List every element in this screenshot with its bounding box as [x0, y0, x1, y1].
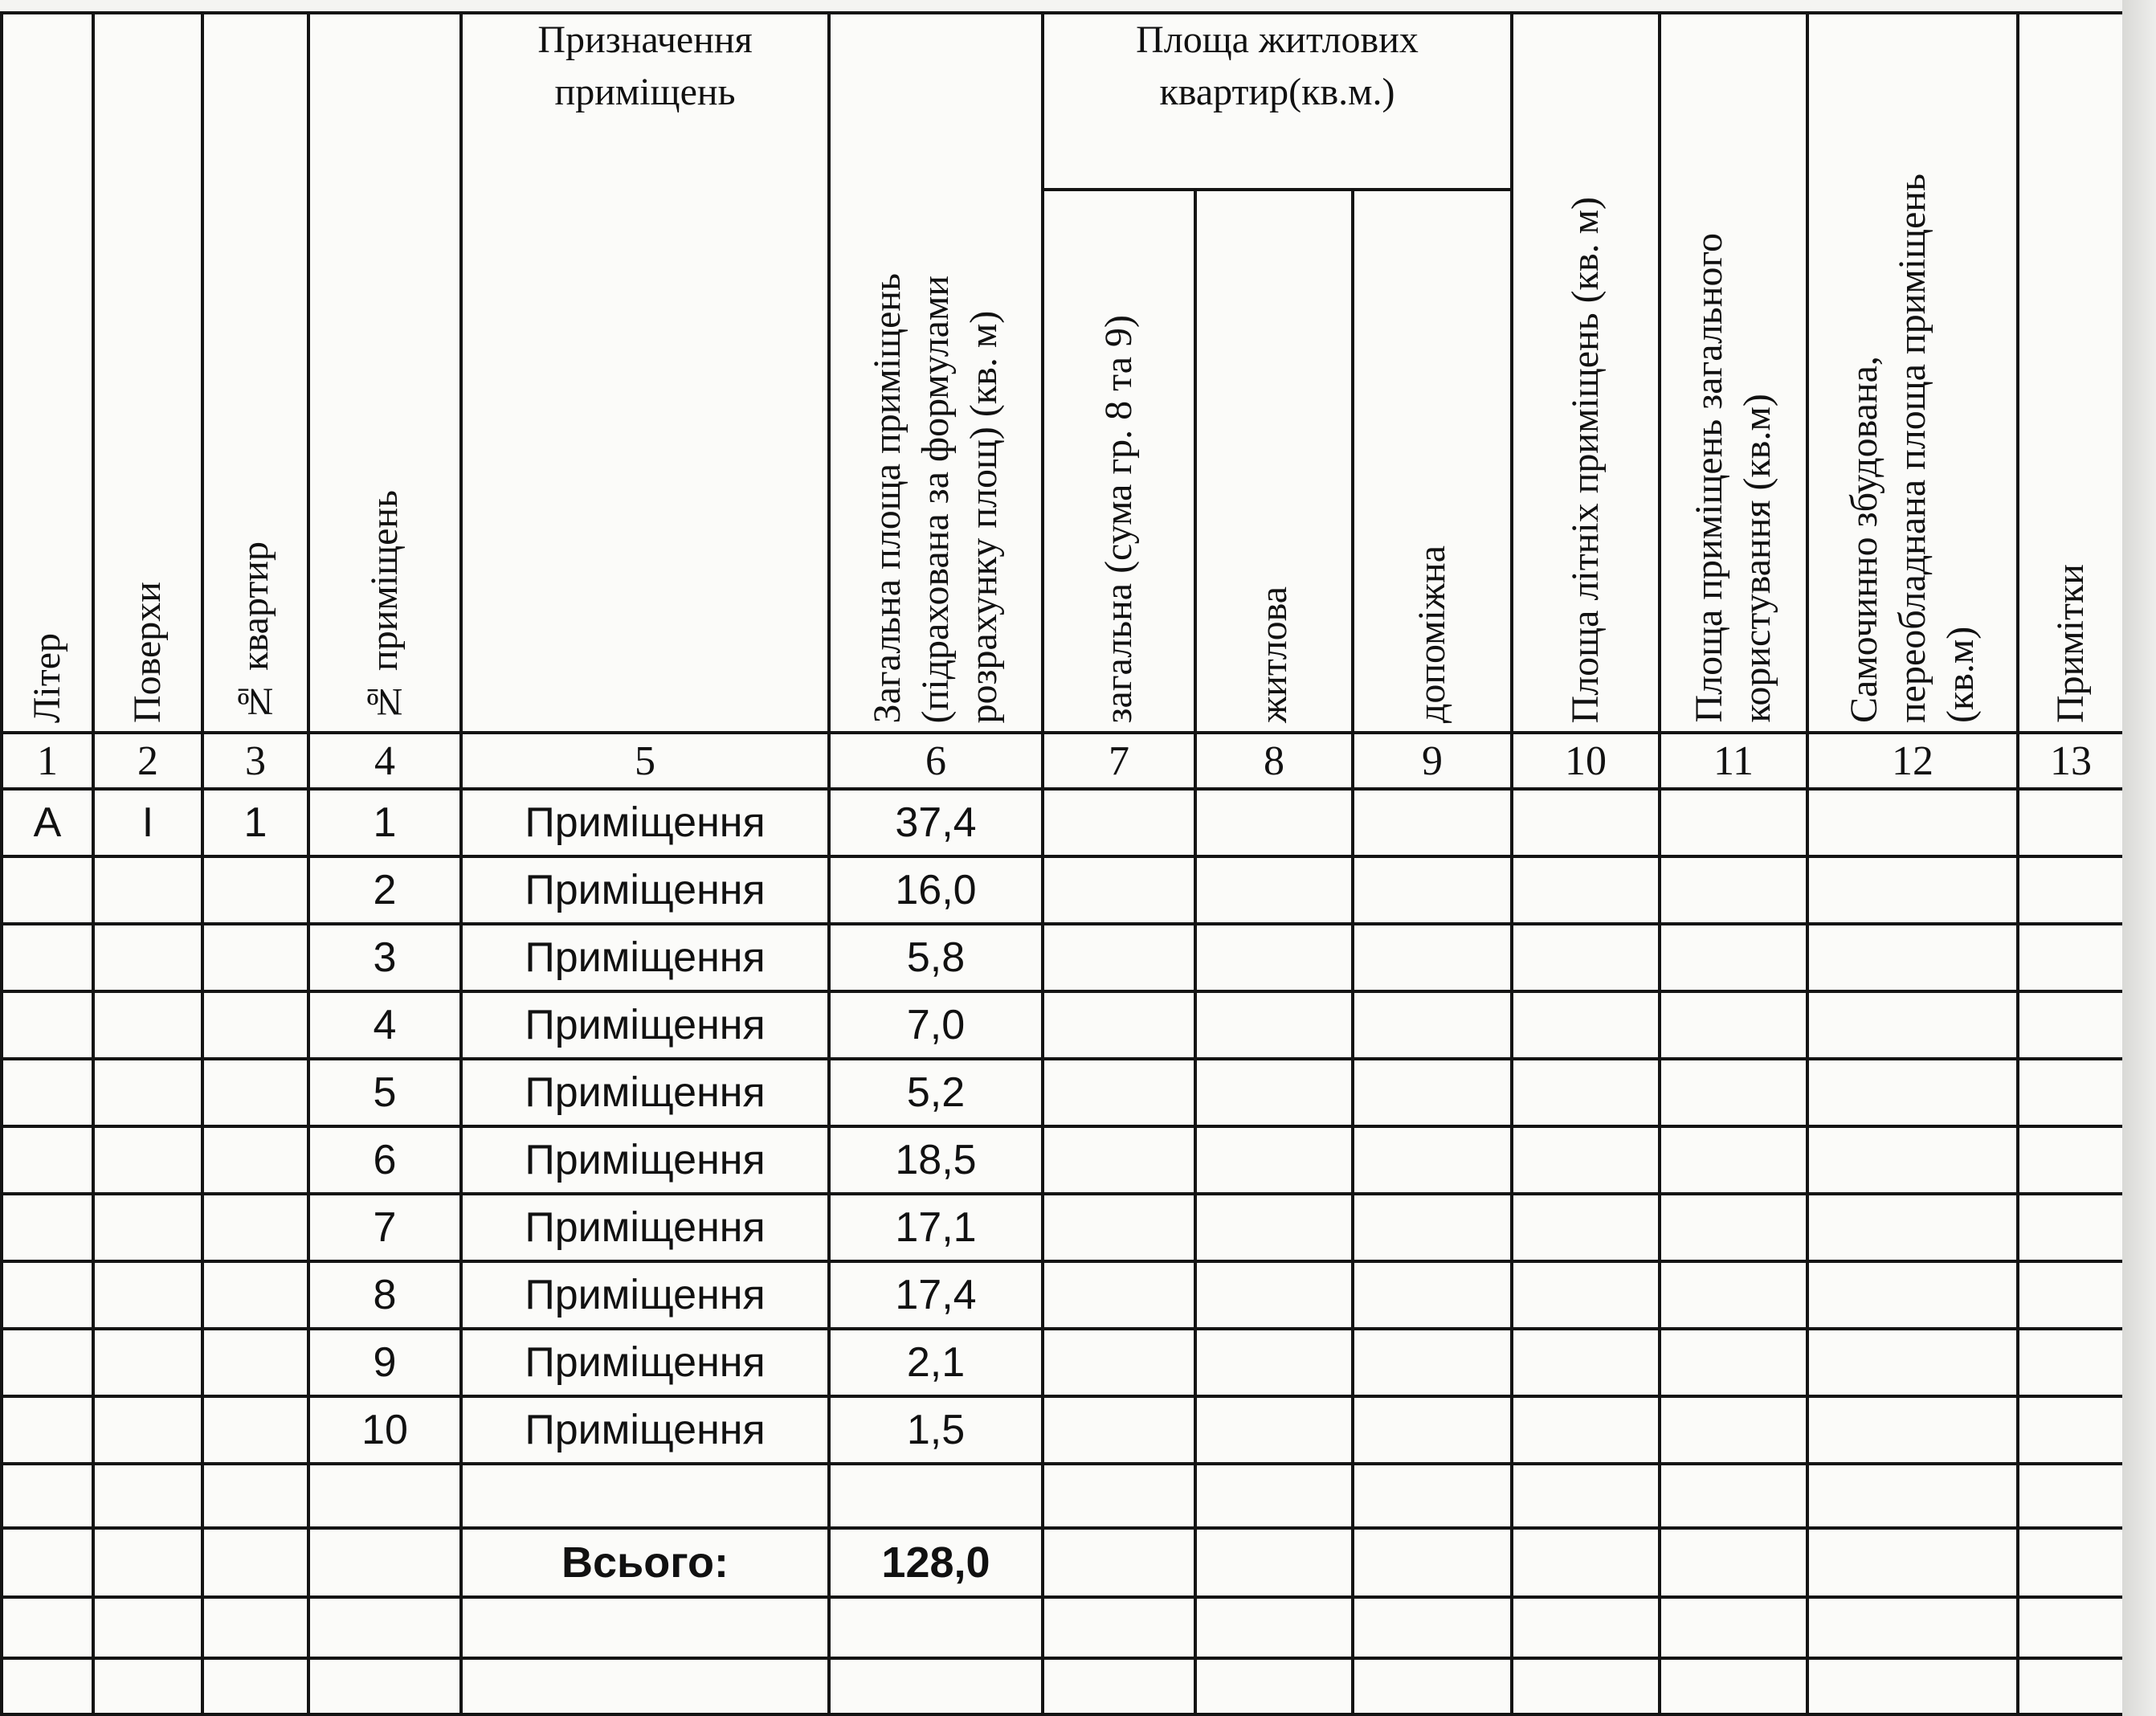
liter-cell	[2, 1194, 93, 1261]
purpose-cell: Приміщення	[461, 924, 829, 991]
table-row	[2, 991, 2124, 1059]
apartment-cell	[202, 1194, 308, 1261]
floor-cell	[93, 1261, 202, 1329]
floor-cell	[93, 1194, 202, 1261]
apartment-cell	[202, 1261, 308, 1329]
table-row	[2, 1396, 2124, 1464]
table-row	[2, 924, 2124, 991]
liter-cell	[2, 1396, 93, 1464]
area-cell: 17,1	[829, 1194, 1043, 1261]
liter-cell	[2, 1126, 93, 1194]
room-number-cell: 7	[308, 1194, 461, 1261]
column-number: 1	[2, 733, 93, 789]
column-number: 2	[93, 733, 202, 789]
apartment-cell	[202, 924, 308, 991]
header-living: житлова	[1195, 190, 1353, 733]
total-label: Всього:	[461, 1528, 829, 1597]
header-common-area: Площа приміщень загального користування (кв.м)	[1660, 13, 1807, 733]
room-number-cell: 6	[308, 1126, 461, 1194]
apartment-cell	[202, 1126, 308, 1194]
header-room-no: № приміщень	[308, 13, 461, 733]
header-floors: Поверхи	[93, 13, 202, 733]
column-number: 13	[2018, 733, 2124, 789]
column-number: 5	[461, 733, 829, 789]
header-living-area-group: Площа житлових квартир(кв.м.)	[1043, 13, 1512, 190]
purpose-cell: Приміщення	[461, 789, 829, 856]
room-number-cell: 9	[308, 1329, 461, 1396]
liter-cell	[2, 1059, 93, 1126]
column-number: 8	[1195, 733, 1353, 789]
page-edge	[2122, 0, 2156, 1716]
empty-row	[2, 1597, 2124, 1658]
purpose-cell: Приміщення	[461, 1261, 829, 1329]
header-liter: Літер	[2, 13, 93, 733]
room-number-cell: 1	[308, 789, 461, 856]
column-number: 6	[829, 733, 1043, 789]
purpose-cell: Приміщення	[461, 1329, 829, 1396]
apartment-cell	[202, 991, 308, 1059]
room-number-cell: 3	[308, 924, 461, 991]
apartment-cell	[202, 1059, 308, 1126]
empty-row	[2, 1658, 2124, 1714]
column-number: 7	[1043, 733, 1195, 789]
room-number-cell: 5	[308, 1059, 461, 1126]
total-row	[2, 1528, 2124, 1597]
column-number-row	[2, 733, 2124, 789]
purpose-cell: Приміщення	[461, 1059, 829, 1126]
table-row	[2, 1329, 2124, 1396]
liter-cell	[2, 856, 93, 924]
room-number-cell: 2	[308, 856, 461, 924]
floor-cell: І	[93, 789, 202, 856]
header-total-area: Загальна площа приміщень (підрахована за формулами розрахунку площ) (кв. м)	[829, 13, 1043, 733]
liter-cell	[2, 1261, 93, 1329]
area-cell: 2,1	[829, 1329, 1043, 1396]
total-area: 128,0	[829, 1528, 1043, 1597]
table-row	[2, 1194, 2124, 1261]
column-number: 10	[1512, 733, 1660, 789]
room-number-cell: 8	[308, 1261, 461, 1329]
floor-cell	[93, 924, 202, 991]
column-number: 4	[308, 733, 461, 789]
purpose-cell: Приміщення	[461, 991, 829, 1059]
area-cell: 5,2	[829, 1059, 1043, 1126]
apartment-cell	[202, 856, 308, 924]
table-row	[2, 1126, 2124, 1194]
table-row	[2, 856, 2124, 924]
liter-cell	[2, 924, 93, 991]
apartment-cell	[202, 1329, 308, 1396]
column-number: 3	[202, 733, 308, 789]
liter-cell	[2, 991, 93, 1059]
table-row	[2, 789, 2124, 856]
purpose-cell: Приміщення	[461, 1126, 829, 1194]
liter-cell	[2, 1329, 93, 1396]
room-number-cell: 4	[308, 991, 461, 1059]
liter-cell: А	[2, 789, 93, 856]
area-cell: 18,5	[829, 1126, 1043, 1194]
purpose-cell: Приміщення	[461, 1194, 829, 1261]
room-number-cell: 10	[308, 1396, 461, 1464]
apartment-cell	[202, 1396, 308, 1464]
header-auxiliary: допоміжна	[1353, 190, 1512, 733]
area-cell: 37,4	[829, 789, 1043, 856]
area-cell: 16,0	[829, 856, 1043, 924]
table-row	[2, 1059, 2124, 1126]
purpose-cell: Приміщення	[461, 856, 829, 924]
header-apartment-no: № квартир	[202, 13, 308, 733]
header-unauthorized-area: Самочинно збудована, переобладнана площа приміщень (кв.м)	[1807, 13, 2018, 733]
floor-cell	[93, 991, 202, 1059]
floor-cell	[93, 1329, 202, 1396]
empty-row	[2, 1464, 2124, 1528]
column-number: 9	[1353, 733, 1512, 789]
floor-cell	[93, 856, 202, 924]
area-cell: 17,4	[829, 1261, 1043, 1329]
room-area-table	[0, 11, 2125, 1716]
floor-cell	[93, 1396, 202, 1464]
floor-cell	[93, 1059, 202, 1126]
column-number: 11	[1660, 733, 1807, 789]
area-cell: 1,5	[829, 1396, 1043, 1464]
area-cell: 5,8	[829, 924, 1043, 991]
header-living-total: загальна (сума гр. 8 та 9)	[1043, 190, 1195, 733]
header-row-top	[2, 13, 2124, 190]
header-summer-area: Площа літніх приміщень (кв. м)	[1512, 13, 1660, 733]
purpose-cell: Приміщення	[461, 1396, 829, 1464]
header-room-purpose: Призначення приміщень	[461, 13, 829, 733]
area-cell: 7,0	[829, 991, 1043, 1059]
column-number: 12	[1807, 733, 2018, 789]
apartment-cell: 1	[202, 789, 308, 856]
table-row	[2, 1261, 2124, 1329]
floor-cell	[93, 1126, 202, 1194]
header-notes: Примітки	[2018, 13, 2124, 733]
